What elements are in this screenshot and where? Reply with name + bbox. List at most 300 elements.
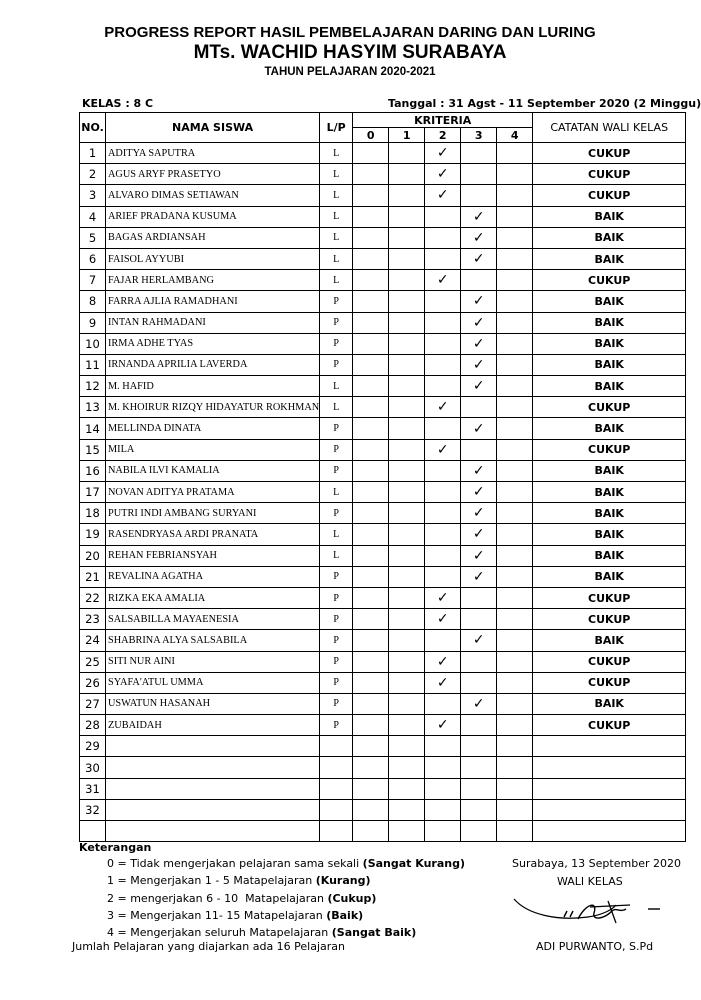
- keterangan-level: (Sangat Kurang): [362, 857, 466, 870]
- student-gender: [320, 778, 353, 799]
- student-gender: L: [320, 376, 353, 397]
- kriteria-cell-3: [461, 376, 497, 397]
- kriteria-cell-0: [353, 312, 389, 333]
- student-gender: P: [320, 503, 353, 524]
- table-row: [80, 248, 686, 269]
- kriteria-cell-0: [353, 609, 389, 630]
- catatan-wali-kelas: BAIK: [533, 503, 686, 524]
- kriteria-level-4: 4: [497, 128, 533, 143]
- kriteria-cell-0: [353, 227, 389, 248]
- kriteria-cell-3: [461, 503, 497, 524]
- student-name: ZUBAIDAH: [106, 715, 320, 736]
- kriteria-cell-0: [353, 206, 389, 227]
- check-icon: ✓: [436, 399, 449, 416]
- row-number: 22: [80, 587, 106, 608]
- student-name: M. KHOIRUR RIZQY HIDAYATUR ROKHMAN: [106, 397, 320, 418]
- kriteria-cell-1: [389, 524, 425, 545]
- catatan-wali-kelas: CUKUP: [533, 672, 686, 693]
- kriteria-cell-4: [497, 630, 533, 651]
- student-name: IRNANDA APRILIA LAVERDA: [106, 354, 320, 375]
- kriteria-cell-2: [425, 609, 461, 630]
- kriteria-cell-4: [497, 503, 533, 524]
- row-number: 20: [80, 545, 106, 566]
- student-gender: P: [320, 672, 353, 693]
- kriteria-cell-3: [461, 566, 497, 587]
- check-icon: ✓: [472, 547, 485, 564]
- kriteria-cell-1: [389, 778, 425, 799]
- signature-name: ADI PURWANTO, S.Pd: [536, 940, 654, 953]
- student-name: RASENDRYASA ARDI PRANATA: [106, 524, 320, 545]
- check-icon: ✓: [436, 674, 449, 691]
- catatan-wali-kelas: CUKUP: [533, 651, 686, 672]
- row-number: 18: [80, 503, 106, 524]
- kriteria-cell-2: [425, 630, 461, 651]
- check-icon: ✓: [472, 420, 485, 437]
- kriteria-cell-0: [353, 503, 389, 524]
- kriteria-cell-3: [461, 164, 497, 185]
- student-name: SITI NUR AINI: [106, 651, 320, 672]
- kriteria-cell-1: [389, 757, 425, 778]
- row-number: 30: [80, 757, 106, 778]
- kriteria-cell-1: [389, 333, 425, 354]
- kriteria-cell-3: [461, 736, 497, 757]
- kriteria-cell-2: [425, 291, 461, 312]
- kriteria-cell-4: [497, 291, 533, 312]
- student-gender: P: [320, 587, 353, 608]
- keterangan-line: [107, 857, 465, 870]
- check-icon: ✓: [472, 229, 485, 246]
- col-kriteria-header: KRITERIA: [353, 113, 533, 128]
- row-number: 13: [80, 397, 106, 418]
- kriteria-cell-0: [353, 566, 389, 587]
- student-name: [106, 778, 320, 799]
- kriteria-cell-3: [461, 206, 497, 227]
- kriteria-cell-3: [461, 312, 497, 333]
- kriteria-cell-2: [425, 248, 461, 269]
- kriteria-cell-0: [353, 482, 389, 503]
- student-gender: P: [320, 291, 353, 312]
- row-number: 1: [80, 143, 106, 164]
- row-number: 21: [80, 566, 106, 587]
- check-icon: ✓: [472, 568, 485, 585]
- student-name: ALVARO DIMAS SETIAWAN: [106, 185, 320, 206]
- check-icon: ✓: [436, 166, 449, 183]
- catatan-wali-kelas: BAIK: [533, 376, 686, 397]
- kriteria-cell-0: [353, 397, 389, 418]
- kriteria-cell-3: [461, 418, 497, 439]
- kriteria-cell-1: [389, 227, 425, 248]
- kriteria-cell-0: [353, 524, 389, 545]
- table-row: [80, 354, 686, 375]
- col-nama-header: NAMA SISWA: [106, 113, 320, 143]
- table-row: [80, 418, 686, 439]
- kriteria-cell-1: [389, 545, 425, 566]
- kriteria-cell-4: [497, 333, 533, 354]
- student-gender: L: [320, 397, 353, 418]
- kriteria-cell-4: [497, 439, 533, 460]
- kriteria-cell-1: [389, 651, 425, 672]
- table-row: [80, 376, 686, 397]
- row-number: 26: [80, 672, 106, 693]
- kriteria-cell-1: [389, 376, 425, 397]
- kriteria-cell-4: [497, 206, 533, 227]
- kriteria-cell-2: [425, 185, 461, 206]
- student-gender: P: [320, 630, 353, 651]
- check-icon: ✓: [436, 145, 449, 162]
- keterangan-title: Keterangan: [79, 841, 152, 854]
- student-gender: L: [320, 143, 353, 164]
- kriteria-cell-0: [353, 736, 389, 757]
- kriteria-cell-2: [425, 439, 461, 460]
- table-row: [80, 227, 686, 248]
- check-icon: ✓: [472, 462, 485, 479]
- student-gender: P: [320, 693, 353, 714]
- row-number: 8: [80, 291, 106, 312]
- kriteria-cell-2: [425, 693, 461, 714]
- keterangan-text: 0 = Tidak mengerjakan pelajaran sama sekali: [107, 857, 363, 870]
- signature-role: WALI KELAS: [557, 875, 623, 888]
- catatan-wali-kelas: CUKUP: [533, 587, 686, 608]
- kriteria-cell-2: [425, 312, 461, 333]
- date-range: Tanggal : 31 Agst - 11 September 2020 (2 Minggu): [388, 97, 701, 110]
- kriteria-cell-1: [389, 482, 425, 503]
- keterangan-text: 3 = Mengerjakan 11- 15 Matapelajaran: [107, 908, 327, 922]
- kriteria-cell-2: [425, 524, 461, 545]
- catatan-wali-kelas: CUKUP: [533, 715, 686, 736]
- row-number: 4: [80, 206, 106, 227]
- row-number: 2: [80, 164, 106, 185]
- kriteria-cell-2: [425, 143, 461, 164]
- kriteria-cell-0: [353, 693, 389, 714]
- kriteria-cell-1: [389, 693, 425, 714]
- student-gender: P: [320, 312, 353, 333]
- student-gender: L: [320, 227, 353, 248]
- row-number: 25: [80, 651, 106, 672]
- keterangan-line: [107, 874, 371, 887]
- kriteria-cell-1: [389, 821, 425, 842]
- check-icon: ✓: [472, 335, 485, 352]
- table-row: [80, 778, 686, 799]
- academic-year: TAHUN PELAJARAN 2020-2021: [264, 66, 436, 78]
- student-name: MELLINDA DINATA: [106, 418, 320, 439]
- student-gender: L: [320, 206, 353, 227]
- keterangan-line: [107, 926, 416, 939]
- student-gender: [320, 757, 353, 778]
- catatan-wali-kelas: BAIK: [533, 227, 686, 248]
- catatan-wali-kelas: CUKUP: [533, 143, 686, 164]
- kriteria-cell-3: [461, 333, 497, 354]
- student-gender: L: [320, 524, 353, 545]
- kriteria-cell-3: [461, 545, 497, 566]
- keterangan-level: (Kurang): [315, 874, 371, 888]
- kriteria-cell-1: [389, 248, 425, 269]
- kriteria-cell-4: [497, 460, 533, 481]
- kriteria-cell-0: [353, 248, 389, 269]
- table-row: [80, 672, 686, 693]
- check-icon: ✓: [472, 484, 485, 501]
- catatan-wali-kelas: [533, 736, 686, 757]
- kriteria-cell-0: [353, 651, 389, 672]
- col-lp-header: L/P: [320, 113, 353, 143]
- catatan-wali-kelas: BAIK: [533, 524, 686, 545]
- kriteria-cell-4: [497, 566, 533, 587]
- kriteria-cell-3: [461, 439, 497, 460]
- student-name: AGUS ARYF PRASETYO: [106, 164, 320, 185]
- student-name: ARIEF PRADANA KUSUMA: [106, 206, 320, 227]
- table-row: [80, 397, 686, 418]
- student-gender: P: [320, 651, 353, 672]
- kriteria-cell-4: [497, 376, 533, 397]
- kriteria-cell-0: [353, 185, 389, 206]
- student-gender: P: [320, 609, 353, 630]
- check-icon: ✓: [472, 378, 485, 395]
- kriteria-cell-1: [389, 672, 425, 693]
- kriteria-cell-4: [497, 736, 533, 757]
- kriteria-cell-4: [497, 164, 533, 185]
- kriteria-cell-2: [425, 736, 461, 757]
- catatan-wali-kelas: BAIK: [533, 248, 686, 269]
- keterangan-line: [107, 909, 363, 922]
- kriteria-cell-3: [461, 821, 497, 842]
- catatan-wali-kelas: [533, 799, 686, 820]
- kriteria-cell-3: [461, 672, 497, 693]
- kriteria-cell-2: [425, 821, 461, 842]
- row-number: 6: [80, 248, 106, 269]
- kriteria-cell-1: [389, 609, 425, 630]
- row-number: 27: [80, 693, 106, 714]
- kriteria-cell-4: [497, 651, 533, 672]
- kriteria-cell-3: [461, 482, 497, 503]
- student-name: BAGAS ARDIANSAH: [106, 227, 320, 248]
- student-name: MILA: [106, 439, 320, 460]
- kriteria-cell-3: [461, 609, 497, 630]
- row-number: 10: [80, 333, 106, 354]
- keterangan-level: (Sangat Baik): [331, 926, 417, 940]
- row-number: 5: [80, 227, 106, 248]
- catatan-wali-kelas: BAIK: [533, 333, 686, 354]
- kriteria-cell-1: [389, 397, 425, 418]
- kriteria-cell-2: [425, 354, 461, 375]
- student-gender: L: [320, 248, 353, 269]
- kriteria-cell-2: [425, 672, 461, 693]
- table-row: [80, 270, 686, 291]
- row-number: 15: [80, 439, 106, 460]
- table-row: [80, 693, 686, 714]
- kriteria-cell-4: [497, 609, 533, 630]
- kriteria-cell-2: [425, 460, 461, 481]
- kriteria-level-2: 2: [425, 128, 461, 143]
- table-row: [80, 164, 686, 185]
- kriteria-cell-2: [425, 545, 461, 566]
- kriteria-cell-1: [389, 206, 425, 227]
- kriteria-cell-0: [353, 757, 389, 778]
- kriteria-cell-3: [461, 270, 497, 291]
- catatan-wali-kelas: CUKUP: [533, 185, 686, 206]
- kriteria-cell-3: [461, 630, 497, 651]
- student-gender: P: [320, 418, 353, 439]
- kriteria-cell-0: [353, 143, 389, 164]
- student-gender: P: [320, 460, 353, 481]
- kriteria-cell-4: [497, 693, 533, 714]
- catatan-wali-kelas: [533, 778, 686, 799]
- kriteria-cell-3: [461, 397, 497, 418]
- kriteria-cell-2: [425, 651, 461, 672]
- table-row: [80, 736, 686, 757]
- kriteria-cell-1: [389, 270, 425, 291]
- keterangan-text: 1 = Mengerjakan 1 - 5 Matapelajaran: [107, 874, 316, 888]
- row-number: 9: [80, 312, 106, 333]
- student-name: NABILA ILVI KAMALIA: [106, 460, 320, 481]
- table-row: [80, 482, 686, 503]
- kriteria-cell-0: [353, 291, 389, 312]
- student-name: SALSABILLA MAYAENESIA: [106, 609, 320, 630]
- student-gender: L: [320, 185, 353, 206]
- kriteria-cell-2: [425, 376, 461, 397]
- table-row: [80, 143, 686, 164]
- kriteria-cell-0: [353, 270, 389, 291]
- row-number: 19: [80, 524, 106, 545]
- check-icon: ✓: [472, 356, 485, 373]
- kriteria-cell-4: [497, 248, 533, 269]
- kriteria-cell-0: [353, 418, 389, 439]
- row-number: 16: [80, 460, 106, 481]
- kriteria-cell-4: [497, 270, 533, 291]
- kriteria-cell-1: [389, 439, 425, 460]
- kriteria-cell-3: [461, 693, 497, 714]
- kriteria-cell-0: [353, 821, 389, 842]
- kriteria-cell-1: [389, 291, 425, 312]
- student-gender: P: [320, 439, 353, 460]
- table-row: [80, 312, 686, 333]
- student-name: [106, 757, 320, 778]
- col-no-header: NO.: [80, 113, 106, 143]
- kriteria-cell-2: [425, 715, 461, 736]
- table-row: [80, 333, 686, 354]
- student-name: USWATUN HASANAH: [106, 693, 320, 714]
- kriteria-cell-3: [461, 778, 497, 799]
- kriteria-cell-4: [497, 185, 533, 206]
- table-row: [80, 460, 686, 481]
- student-gender: [320, 821, 353, 842]
- kriteria-cell-0: [353, 630, 389, 651]
- check-icon: ✓: [472, 505, 485, 522]
- kriteria-cell-0: [353, 545, 389, 566]
- kriteria-cell-2: [425, 227, 461, 248]
- table-row: [80, 439, 686, 460]
- keterangan-text: 2 = mengerjakan 6 - 10 Matapelajaran: [107, 891, 328, 905]
- row-number: 31: [80, 778, 106, 799]
- kriteria-cell-0: [353, 164, 389, 185]
- kriteria-cell-2: [425, 778, 461, 799]
- student-name: REHAN FEBRIANSYAH: [106, 545, 320, 566]
- check-icon: ✓: [436, 187, 449, 204]
- student-gender: L: [320, 482, 353, 503]
- student-name: ADITYA SAPUTRA: [106, 143, 320, 164]
- student-gender: P: [320, 566, 353, 587]
- kriteria-cell-3: [461, 248, 497, 269]
- check-icon: ✓: [472, 695, 485, 712]
- catatan-wali-kelas: BAIK: [533, 206, 686, 227]
- student-name: FAISOL AYYUBI: [106, 248, 320, 269]
- row-number: 24: [80, 630, 106, 651]
- student-name: IRMA ADHE TYAS: [106, 333, 320, 354]
- catatan-wali-kelas: BAIK: [533, 693, 686, 714]
- catatan-wali-kelas: BAIK: [533, 460, 686, 481]
- kriteria-cell-0: [353, 715, 389, 736]
- kriteria-cell-1: [389, 312, 425, 333]
- kriteria-cell-4: [497, 418, 533, 439]
- student-name: [106, 799, 320, 820]
- handwritten-signature: [508, 893, 668, 935]
- student-name: INTAN RAHMADANI: [106, 312, 320, 333]
- kriteria-cell-4: [497, 354, 533, 375]
- kriteria-cell-2: [425, 482, 461, 503]
- catatan-wali-kelas: BAIK: [533, 418, 686, 439]
- kriteria-cell-4: [497, 312, 533, 333]
- kriteria-cell-3: [461, 460, 497, 481]
- kriteria-cell-0: [353, 333, 389, 354]
- kriteria-cell-4: [497, 524, 533, 545]
- kriteria-cell-2: [425, 587, 461, 608]
- check-icon: ✓: [436, 272, 449, 289]
- student-gender: P: [320, 715, 353, 736]
- kriteria-cell-1: [389, 587, 425, 608]
- kriteria-cell-0: [353, 354, 389, 375]
- catatan-wali-kelas: [533, 757, 686, 778]
- check-icon: ✓: [436, 653, 449, 670]
- kriteria-cell-2: [425, 397, 461, 418]
- kriteria-cell-3: [461, 757, 497, 778]
- student-name: M. HAFID: [106, 376, 320, 397]
- kriteria-cell-0: [353, 439, 389, 460]
- kriteria-cell-4: [497, 778, 533, 799]
- row-number: [80, 821, 106, 842]
- student-name: PUTRI INDI AMBANG SURYANI: [106, 503, 320, 524]
- kriteria-cell-4: [497, 482, 533, 503]
- student-name: SYAFA'ATUL UMMA: [106, 672, 320, 693]
- kriteria-cell-4: [497, 715, 533, 736]
- check-icon: ✓: [436, 441, 449, 458]
- class-label: KELAS : 8 C: [82, 97, 154, 110]
- kriteria-cell-2: [425, 566, 461, 587]
- catatan-wali-kelas: BAIK: [533, 312, 686, 333]
- catatan-wali-kelas: CUKUP: [533, 609, 686, 630]
- check-icon: ✓: [436, 611, 449, 628]
- kriteria-cell-2: [425, 333, 461, 354]
- check-icon: ✓: [472, 208, 485, 225]
- kriteria-cell-3: [461, 651, 497, 672]
- table-row: [80, 566, 686, 587]
- kriteria-cell-1: [389, 418, 425, 439]
- student-gender: P: [320, 354, 353, 375]
- student-name: RIZKA EKA AMALIA: [106, 587, 320, 608]
- row-number: 14: [80, 418, 106, 439]
- kriteria-cell-2: [425, 206, 461, 227]
- student-name: FAJAR HERLAMBANG: [106, 270, 320, 291]
- catatan-wali-kelas: BAIK: [533, 630, 686, 651]
- check-icon: ✓: [472, 632, 485, 649]
- catatan-wali-kelas: CUKUP: [533, 164, 686, 185]
- catatan-wali-kelas: BAIK: [533, 566, 686, 587]
- row-number: 29: [80, 736, 106, 757]
- kriteria-cell-1: [389, 566, 425, 587]
- kriteria-cell-4: [497, 143, 533, 164]
- table-row: [80, 587, 686, 608]
- kriteria-cell-3: [461, 587, 497, 608]
- student-gender: P: [320, 333, 353, 354]
- table-row: [80, 524, 686, 545]
- kriteria-cell-1: [389, 715, 425, 736]
